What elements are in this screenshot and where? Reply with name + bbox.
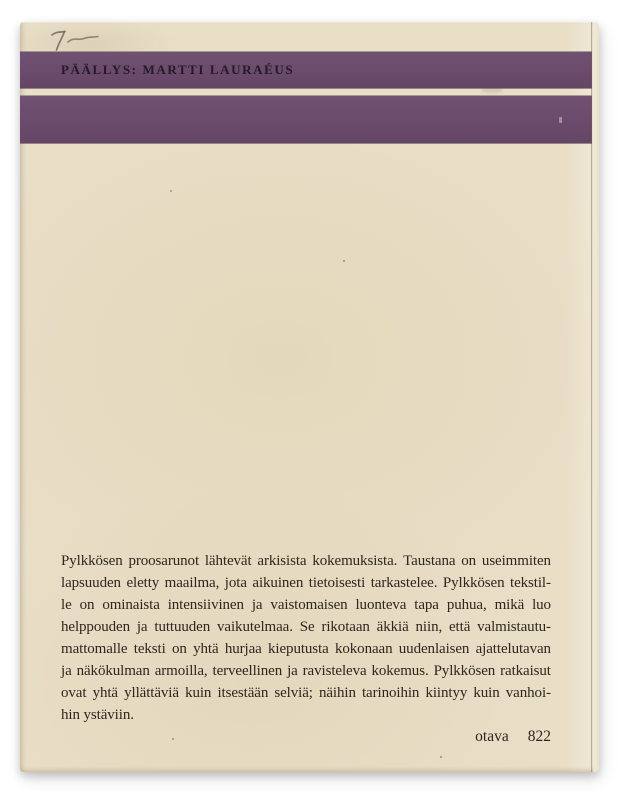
blurb-paragraph [61, 550, 551, 726]
stock-number: 822 [527, 728, 551, 745]
page-edges [591, 22, 599, 772]
paper-speck [343, 260, 345, 262]
paper-speck [170, 190, 172, 192]
blurb-line: Pylkkösen proosarunot lähtevät arkisista kokemuksista. Taustana on useimmiten [61, 553, 551, 569]
blurb-line: hin ystäviin. [61, 707, 134, 723]
blurb-line: helppouden ja tuttuuden vaikutelmaa. Se rikotaan äkkiä niin, että valmistautu- [61, 619, 551, 635]
band-scratch [559, 117, 562, 123]
blurb-line: ovat yhtä yllättäviä kuin itsestään selviä; näihin tarinoihin kiintyy kuin vanhoi- [61, 685, 551, 701]
credit-text: PÄÄLLYS: MARTTI LAURAÉUS [61, 62, 295, 77]
paper-speck [172, 738, 174, 740]
paper-smudge [481, 87, 503, 93]
blurb-line: ja näkökulman armoilla, terveellinen ja ravisteleva kokemus. Pylkkösen ratkaisut [61, 663, 551, 679]
decorative-band [20, 96, 592, 143]
blurb-line: lapsuuden eletty maailma, jota aikuinen tietoisesti tarkastelee. Pylkkösen tekstil- [61, 575, 551, 591]
handwritten-mark [46, 25, 106, 55]
book-back-cover [20, 22, 599, 772]
paper-speck [440, 756, 442, 758]
blurb-line: mattomalle teksti on yhtä hurjaa kieputusta kokonaan uudenlaisen ajattelutavan [61, 641, 551, 657]
credit-band [20, 52, 592, 88]
publisher-name: otava [475, 728, 509, 745]
colophon [61, 726, 551, 748]
blurb-line: le on ominaista intensiivinen ja vaistomaisen luonteva tapa puhua, mikä luo [61, 597, 551, 613]
